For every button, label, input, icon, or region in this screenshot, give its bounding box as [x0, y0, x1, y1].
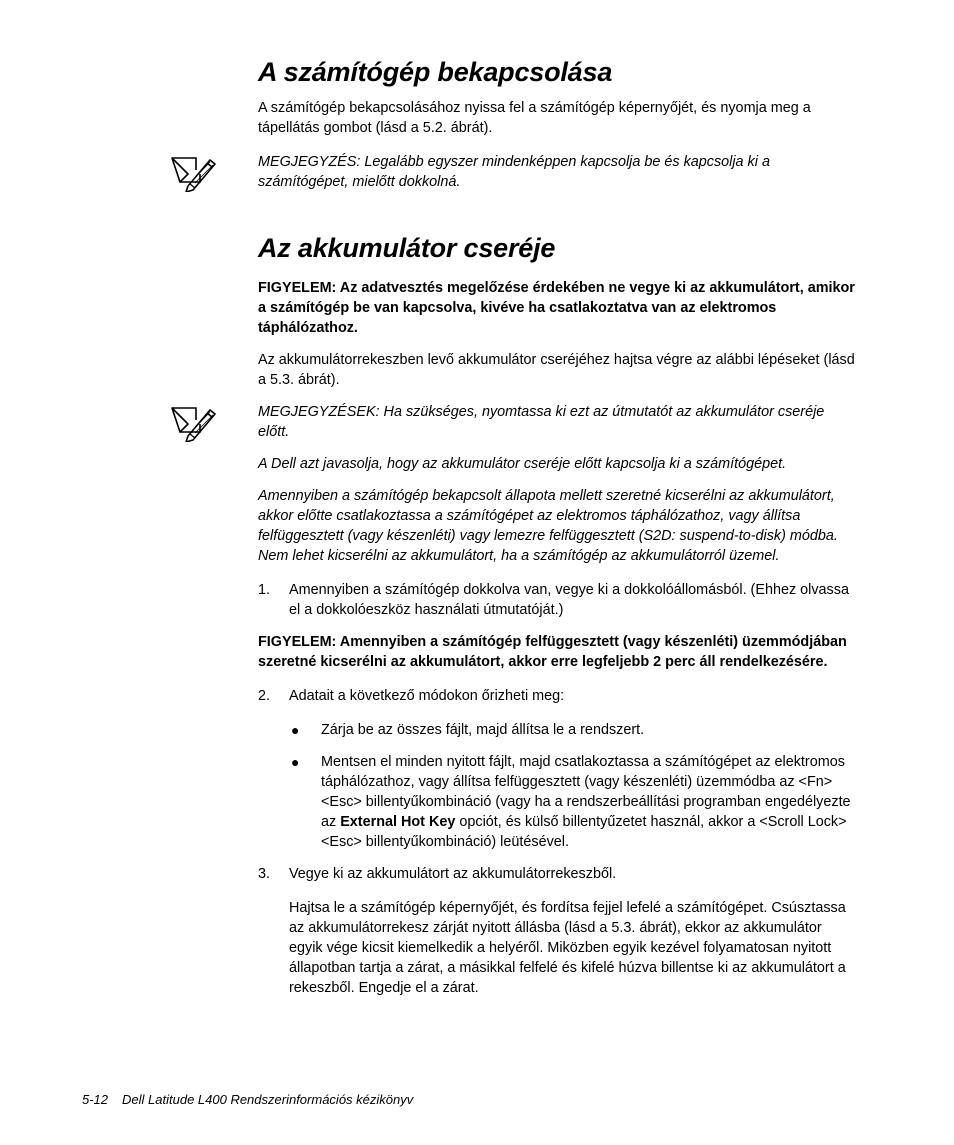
section-title-battery: Az akkumulátor cseréje — [258, 233, 556, 263]
note-pencil-icon — [170, 402, 218, 442]
bullet-text-bold: External Hot Key — [340, 814, 456, 830]
note-block-2 — [258, 402, 858, 566]
step-text: Adatait a következő módokon őrizheti meg: — [289, 688, 565, 704]
document-title: Dell Latitude L400 Rendszerinformációs kézikönyv — [122, 1092, 414, 1107]
warning-suspend-time: FIGYELEM: Amennyiben a számítógép felfüggesztett (vagy készenléti) üzemmódjában szeretné kicserélni az akkumulátort, akkor erre legfeljebb 2 perc áll rendelkezésére. — [258, 634, 847, 670]
note-text: Legalább egyszer mindenképpen kapcsolja be és kapcsolja ki a számítógépet, mielőtt dokkolná. — [258, 154, 770, 190]
step-2 — [258, 686, 858, 706]
step-text: Amennyiben a számítógép dokkolva van, vegye ki a dokkolóállomásból. (Ehhez olvassa el a dokkolóeszköz használati útmutatóját.) — [289, 582, 849, 618]
notes-text-3: Amennyiben a számítógép bekapcsolt állapota mellett szeretné kicserélni az akkumulátort, akkor előtte csatlakoztassa a számítógépet az elektromos táphálózathoz, vagy állítsa felfüggesztett (vagy készenléti) vagy lemezre felfüggesztett (S2D: suspend-to-disk) módba. Nem lehet kicserélni az akkumulátort, ha a számítógép az akkumulátorról üzemel. — [258, 488, 838, 564]
paragraph-power-on: A számítógép bekapcsolásához nyissa fel a számítógép képernyőjét, és nyomja meg a tápellátás gombot (lásd a 5.2. ábrát). — [258, 100, 811, 136]
step-number: 1. — [258, 582, 271, 598]
content-column — [258, 54, 858, 998]
note-block-1 — [258, 152, 858, 192]
bullet-text: Zárja be az összes fájlt, majd állítsa le a rendszert. — [321, 722, 645, 738]
paragraph-battery-intro: Az akkumulátorrekeszben levő akkumulátor cseréjéhez hajtsa végre az alábbi lépéseket (lásd a 5.3. ábrát). — [258, 352, 855, 388]
notes-text-1: Ha szükséges, nyomtassa ki ezt az útmutatót az akkumulátor cseréje előtt. — [258, 404, 825, 440]
notes-text-2: A Dell azt javasolja, hogy az akkumulátor cseréje előtt kapcsolja ki a számítógépet. — [258, 456, 787, 472]
note-pencil-icon — [170, 152, 218, 192]
page-number: 5-12 — [82, 1092, 109, 1107]
note-label: MEGJEGYZÉS: — [258, 154, 361, 170]
bullet-text-post: opciót, és külső billentyűzetet használ, akkor a <Scroll Lock><Esc> billentyűkombináció) leütésével. — [321, 814, 847, 850]
bullet-icon: ● — [291, 722, 300, 738]
warning-data-loss: FIGYELEM: Az adatvesztés megelőzése érdekében ne vegye ki az akkumulátort, amikor a számítógép be van kapcsolva, kivéve ha csatlakoztatva van az elektromos táphálózathoz. — [258, 280, 855, 336]
step-1 — [258, 580, 858, 620]
bullet-item-1 — [258, 720, 858, 740]
section-title-power-on: A számítógép bekapcsolása — [258, 57, 613, 87]
bullet-text-pre: Mentsen el minden nyitott fájlt, majd csatlakoztassa a számítógépet az elektromos táphálózathoz, vagy állítsa felfüggesztett (vagy készenléti) üzemmódba az <Fn><Esc> billentyűkombináció (vagy ha a rendszerbeállítási programban engedélyezte az — [321, 754, 851, 830]
bullet-icon: ● — [291, 754, 300, 770]
notes-label: MEGJEGYZÉSEK: — [258, 404, 380, 420]
step-3-paragraph: Hajtsa le a számítógép képernyőjét, és fordítsa fejjel lefelé a számítógépet. Csúsztassa az akkumulátorrekesz zárját nyitott állásba (lásd a 5.3. ábrát), ekkor az akkumulátor egyik vége kicsit kiemelkedik a helyéről. Miközben egyik kezével folyamatosan nyitott állapotban tartja a zárat, a másikkal felfelé és kifelé húzva billentse ki az akkumulátort a rekeszből. Engedje el a zárat. — [289, 900, 846, 996]
step-text: Vegye ki az akkumulátort az akkumulátorrekeszből. — [289, 866, 617, 882]
bullet-item-2 — [258, 752, 858, 852]
step-3 — [258, 864, 858, 884]
step-number: 3. — [258, 866, 271, 882]
step-number: 2. — [258, 688, 271, 704]
page-footer — [82, 1091, 413, 1109]
